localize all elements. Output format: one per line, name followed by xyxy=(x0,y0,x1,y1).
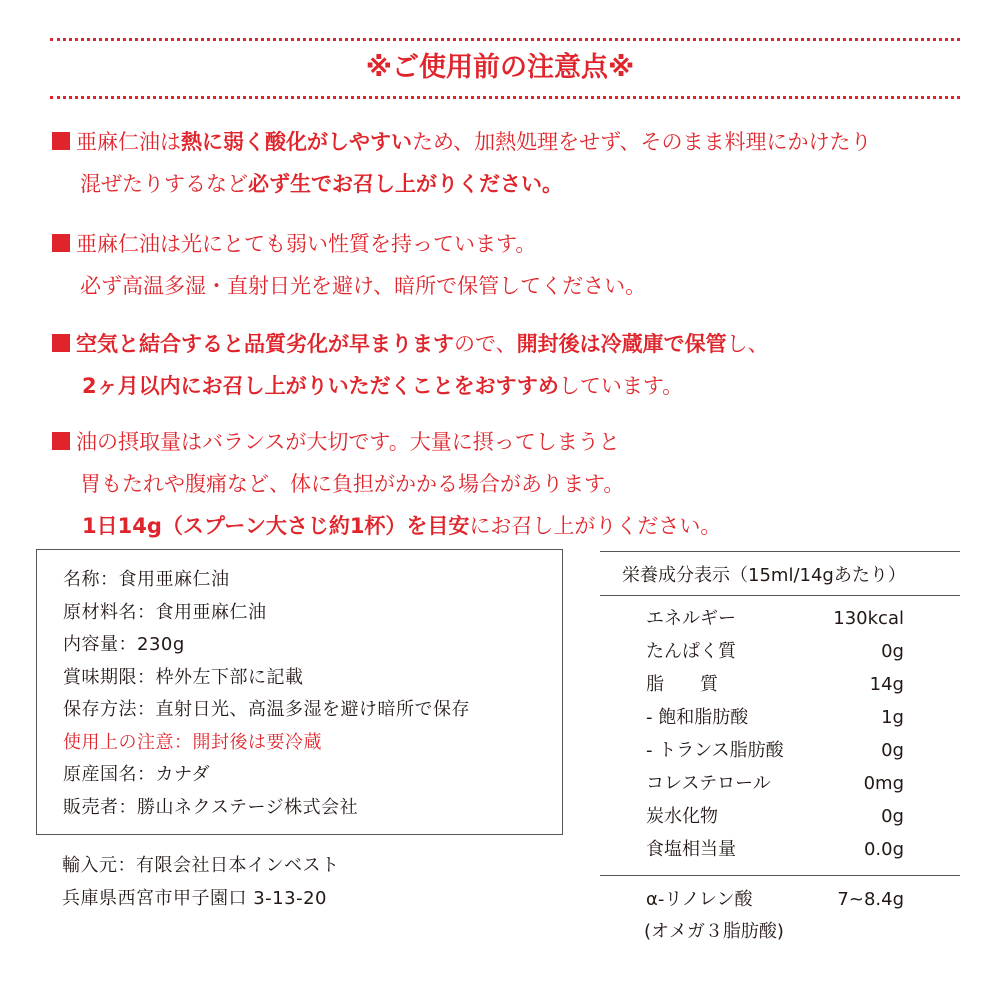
nutrition-value: 1g xyxy=(881,707,904,728)
note-line xyxy=(52,421,972,463)
nutrition-value: 130kcal xyxy=(833,608,904,629)
nutrition-label: 炭水化物 xyxy=(646,806,718,827)
note-seg: にお召し上がりください。 xyxy=(469,514,722,538)
note-seg: 熱に弱く酸化がしやすい xyxy=(181,130,412,154)
note-seg: 開封後は冷蔵庫で保管 xyxy=(516,332,727,356)
nutrition-value: 0g xyxy=(881,641,904,662)
title-dotted-divider xyxy=(50,96,960,99)
note-line xyxy=(52,223,972,265)
nutrition-label: エネルギー xyxy=(646,608,736,629)
red-square-bullet-icon xyxy=(52,132,70,150)
note-seg: しています。 xyxy=(558,374,684,398)
caution-note-3 xyxy=(52,323,972,407)
nutrition-label: コレステロール xyxy=(646,773,771,794)
importer-info xyxy=(62,849,340,915)
note-line xyxy=(52,265,972,307)
note-seg: 必ず生でお召し上がりください。 xyxy=(248,172,563,196)
note-line xyxy=(52,121,972,163)
caution-note-2 xyxy=(52,223,972,307)
nutrition-top-rule xyxy=(600,551,960,552)
nutrition-bottom-rule xyxy=(600,875,960,876)
nutrition-label: たんぱく質 xyxy=(646,641,736,662)
note-line xyxy=(52,365,972,407)
red-square-bullet-icon xyxy=(52,334,70,352)
nutrition-row xyxy=(646,834,904,866)
product-name: 名称：食用亜麻仁油 xyxy=(63,569,230,590)
nutrition-value: 0.0g xyxy=(863,839,904,860)
note-seg: 空気と結合すると品質劣化が早まります xyxy=(76,332,454,356)
nutrition-value: 0mg xyxy=(863,773,904,794)
product-storage: 保存方法：直射日光、高温多湿を避け暗所で保存 xyxy=(63,699,470,720)
top-dotted-divider xyxy=(50,38,960,41)
product-seller: 販売者：勝山ネクステージ株式会社 xyxy=(63,796,359,818)
nutrition-row xyxy=(646,636,904,668)
note-line xyxy=(52,163,972,205)
note-seg: し、 xyxy=(726,332,769,356)
nutrition-label: 脂 質 xyxy=(646,674,718,695)
nutrition-label: 食塩相当量 xyxy=(646,839,736,860)
caution-note-4 xyxy=(52,421,972,547)
nutrition-row xyxy=(646,768,904,800)
nutrition-row xyxy=(646,702,904,734)
omega-value: 7~8.4g xyxy=(837,889,904,910)
nutrition-label: - 飽和脂肪酸 xyxy=(646,707,749,728)
note-seg: 亜麻仁油は xyxy=(76,130,181,154)
product-info-box xyxy=(36,549,563,835)
page-title: ※ご使用前の注意点※ xyxy=(365,52,635,83)
nutrition-label: - トランス脂肪酸 xyxy=(646,740,784,761)
note-seg: 油の摂取量はバランスが大切です。大量に摂ってしまうと xyxy=(76,430,620,454)
nutrition-value: 0g xyxy=(881,740,904,761)
nutrition-row xyxy=(646,669,904,701)
note-seg: ため、加熱処理をせず、そのまま料理にかけたり xyxy=(412,130,872,154)
nutrition-row xyxy=(646,603,904,635)
nutrition-header-rule xyxy=(600,595,960,596)
product-expiry: 賞味期限：枠外左下部に記載 xyxy=(63,666,304,688)
product-content: 内容量：230g xyxy=(63,634,185,655)
note-seg: 必ず高温多湿・直射日光を避け、暗所で保管してください。 xyxy=(80,274,647,298)
nutrition-title: 栄養成分表示（15ml/14gあたり） xyxy=(622,565,906,586)
note-seg: ので、 xyxy=(454,332,517,356)
nutrition-value: 0g xyxy=(881,806,904,827)
caution-note-1 xyxy=(52,121,972,205)
note-seg: 混ぜたりするなど xyxy=(80,172,248,196)
note-seg: 胃もたれや腹痛など、体に負担がかかる場合があります。 xyxy=(80,472,625,496)
note-line xyxy=(52,463,972,505)
note-line xyxy=(52,323,972,365)
red-square-bullet-icon xyxy=(52,432,70,450)
omega-note: (オメガ３脂肪酸) xyxy=(644,921,784,942)
red-square-bullet-icon xyxy=(52,234,70,252)
product-ingredients: 原材料名：食用亜麻仁油 xyxy=(63,601,267,623)
omega-label: α-リノレン酸 xyxy=(646,889,753,910)
importer-name: 輸入元：有限会社日本インベスト xyxy=(62,855,340,876)
note-line xyxy=(52,505,972,547)
importer-address: 兵庫県西宮市甲子園口 3-13-20 xyxy=(62,888,327,909)
product-origin: 原産国名：カナダ xyxy=(63,764,211,785)
nutrition-value: 14g xyxy=(869,674,904,695)
note-seg: 1日14g（スプーン大さじ約1杯）を目安 xyxy=(82,514,470,538)
note-seg: 亜麻仁油は光にとても弱い性質を持っています。 xyxy=(76,232,537,256)
nutrition-row xyxy=(646,801,904,833)
nutrition-row xyxy=(646,735,904,767)
note-seg: 2ヶ月以内にお召し上がりいただくことをおすすめ xyxy=(82,374,559,398)
product-caution: 使用上の注意：開封後は要冷蔵 xyxy=(63,731,322,753)
